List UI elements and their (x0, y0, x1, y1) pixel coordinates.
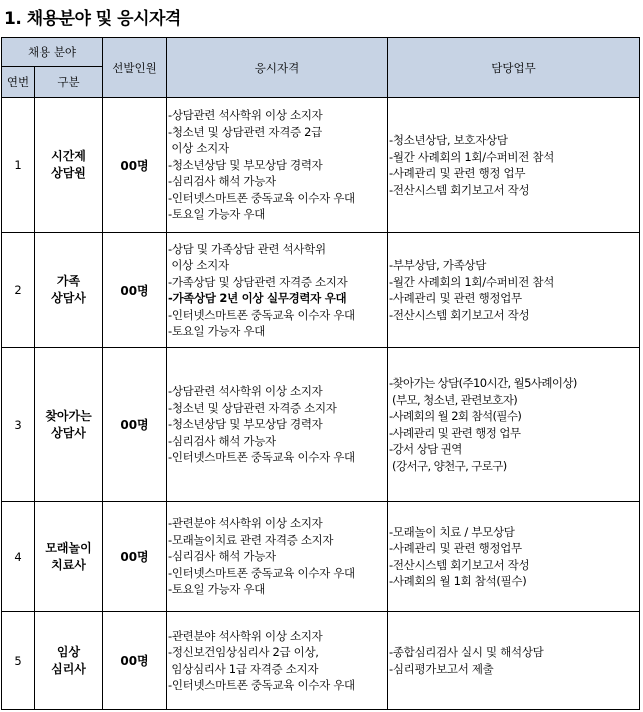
header-category: 구분 (35, 67, 103, 98)
header-count: 선발인원 (103, 38, 167, 98)
header-duty: 담당업무 (388, 38, 640, 98)
row-count: 00명 (103, 612, 167, 710)
table-row (2, 233, 640, 348)
row-number: 4 (2, 502, 35, 612)
row-qualification: -상담관련 석사학위 이상 소지자 -청소년 및 상담관련 자격증 소지자 -청소년상담 및 부모상담 경력자 -심리검사 해석 가능자 -인터넷스마트폰 중독교육 이수자 우대 (167, 348, 388, 502)
row-number: 5 (2, 612, 35, 710)
row-category: 가족 상담사 (35, 233, 103, 348)
table-row (2, 612, 640, 710)
row-category: 모래놀이 치료사 (35, 502, 103, 612)
row-qualification: -관련분야 석사학위 이상 소지자 -모래놀이치료 관련 자격증 소지자 -심리검사 해석 가능자 -인터넷스마트폰 중독교육 이수자 우대 -토요일 가능자 우대 (167, 502, 388, 612)
table-row (2, 502, 640, 612)
row-duty: -종합심리검사 실시 및 해석상담 -심리평가보고서 제출 (388, 612, 640, 710)
row-number: 3 (2, 348, 35, 502)
table-row (2, 348, 640, 502)
table-row (2, 98, 640, 233)
row-duty: -모래놀이 치료 / 부모상담 -사례관리 및 관련 행정업무 -전산시스템 회기보고서 작성 -사례회의 월 1회 참석(필수) (388, 502, 640, 612)
row-qualification: -상담 및 가족상담 관련 석사학위 이상 소지자 -가족상담 및 상담관련 자격증 소지자 -가족상담 2년 이상 실무경력자 우대 -인터넷스마트폰 중독교육 이수자 우대 -토요일 가능자 우대 (167, 233, 388, 348)
row-number: 1 (2, 98, 35, 233)
header-no: 연번 (2, 67, 35, 98)
row-count: 00명 (103, 98, 167, 233)
header-field: 채용 분야 (2, 38, 103, 67)
row-category: 임상 심리사 (35, 612, 103, 710)
recruitment-table (1, 37, 640, 710)
row-category: 찾아가는 상담사 (35, 348, 103, 502)
row-category: 시간제 상담원 (35, 98, 103, 233)
row-qualification: -상담관련 석사학위 이상 소지자 -청소년 및 상담관련 자격증 2급 이상 소지자 -청소년상담 및 부모상담 경력자 -심리검사 해석 가능자 -인터넷스마트폰 중독교육 이수자 우대 -토요일 가능자 우대 (167, 98, 388, 233)
row-number: 2 (2, 233, 35, 348)
page-title: 1. 채용분야 및 응시자격 (4, 9, 181, 29)
row-duty: -청소년상담, 보호자상담 -월간 사례회의 1회/수퍼비전 참석 -사례관리 및 관련 행정 업무 -전산시스템 회기보고서 작성 (388, 98, 640, 233)
row-duty: -찾아가는 상담(주10시간, 월5사례이상) (부모, 청소년, 관련보호자) -사례회의 월 2회 참석(필수) -사례관리 및 관련 행정 업무 -강서 상담 권역 (강서구, 양천구, 구로구) (388, 348, 640, 502)
row-qualification: -관련분야 석사학위 이상 소지자 -정신보건임상심리사 2급 이상, 임상심리사 1급 자격증 소지자 -인터넷스마트폰 중독교육 이수자 우대 (167, 612, 388, 710)
header-qualification: 응시자격 (167, 38, 388, 98)
row-count: 00명 (103, 502, 167, 612)
row-count: 00명 (103, 233, 167, 348)
row-count: 00명 (103, 348, 167, 502)
row-duty: -부부상담, 가족상담 -월간 사례회의 1회/수퍼비전 참석 -사례관리 및 관련 행정업무 -전산시스템 회기보고서 작성 (388, 233, 640, 348)
